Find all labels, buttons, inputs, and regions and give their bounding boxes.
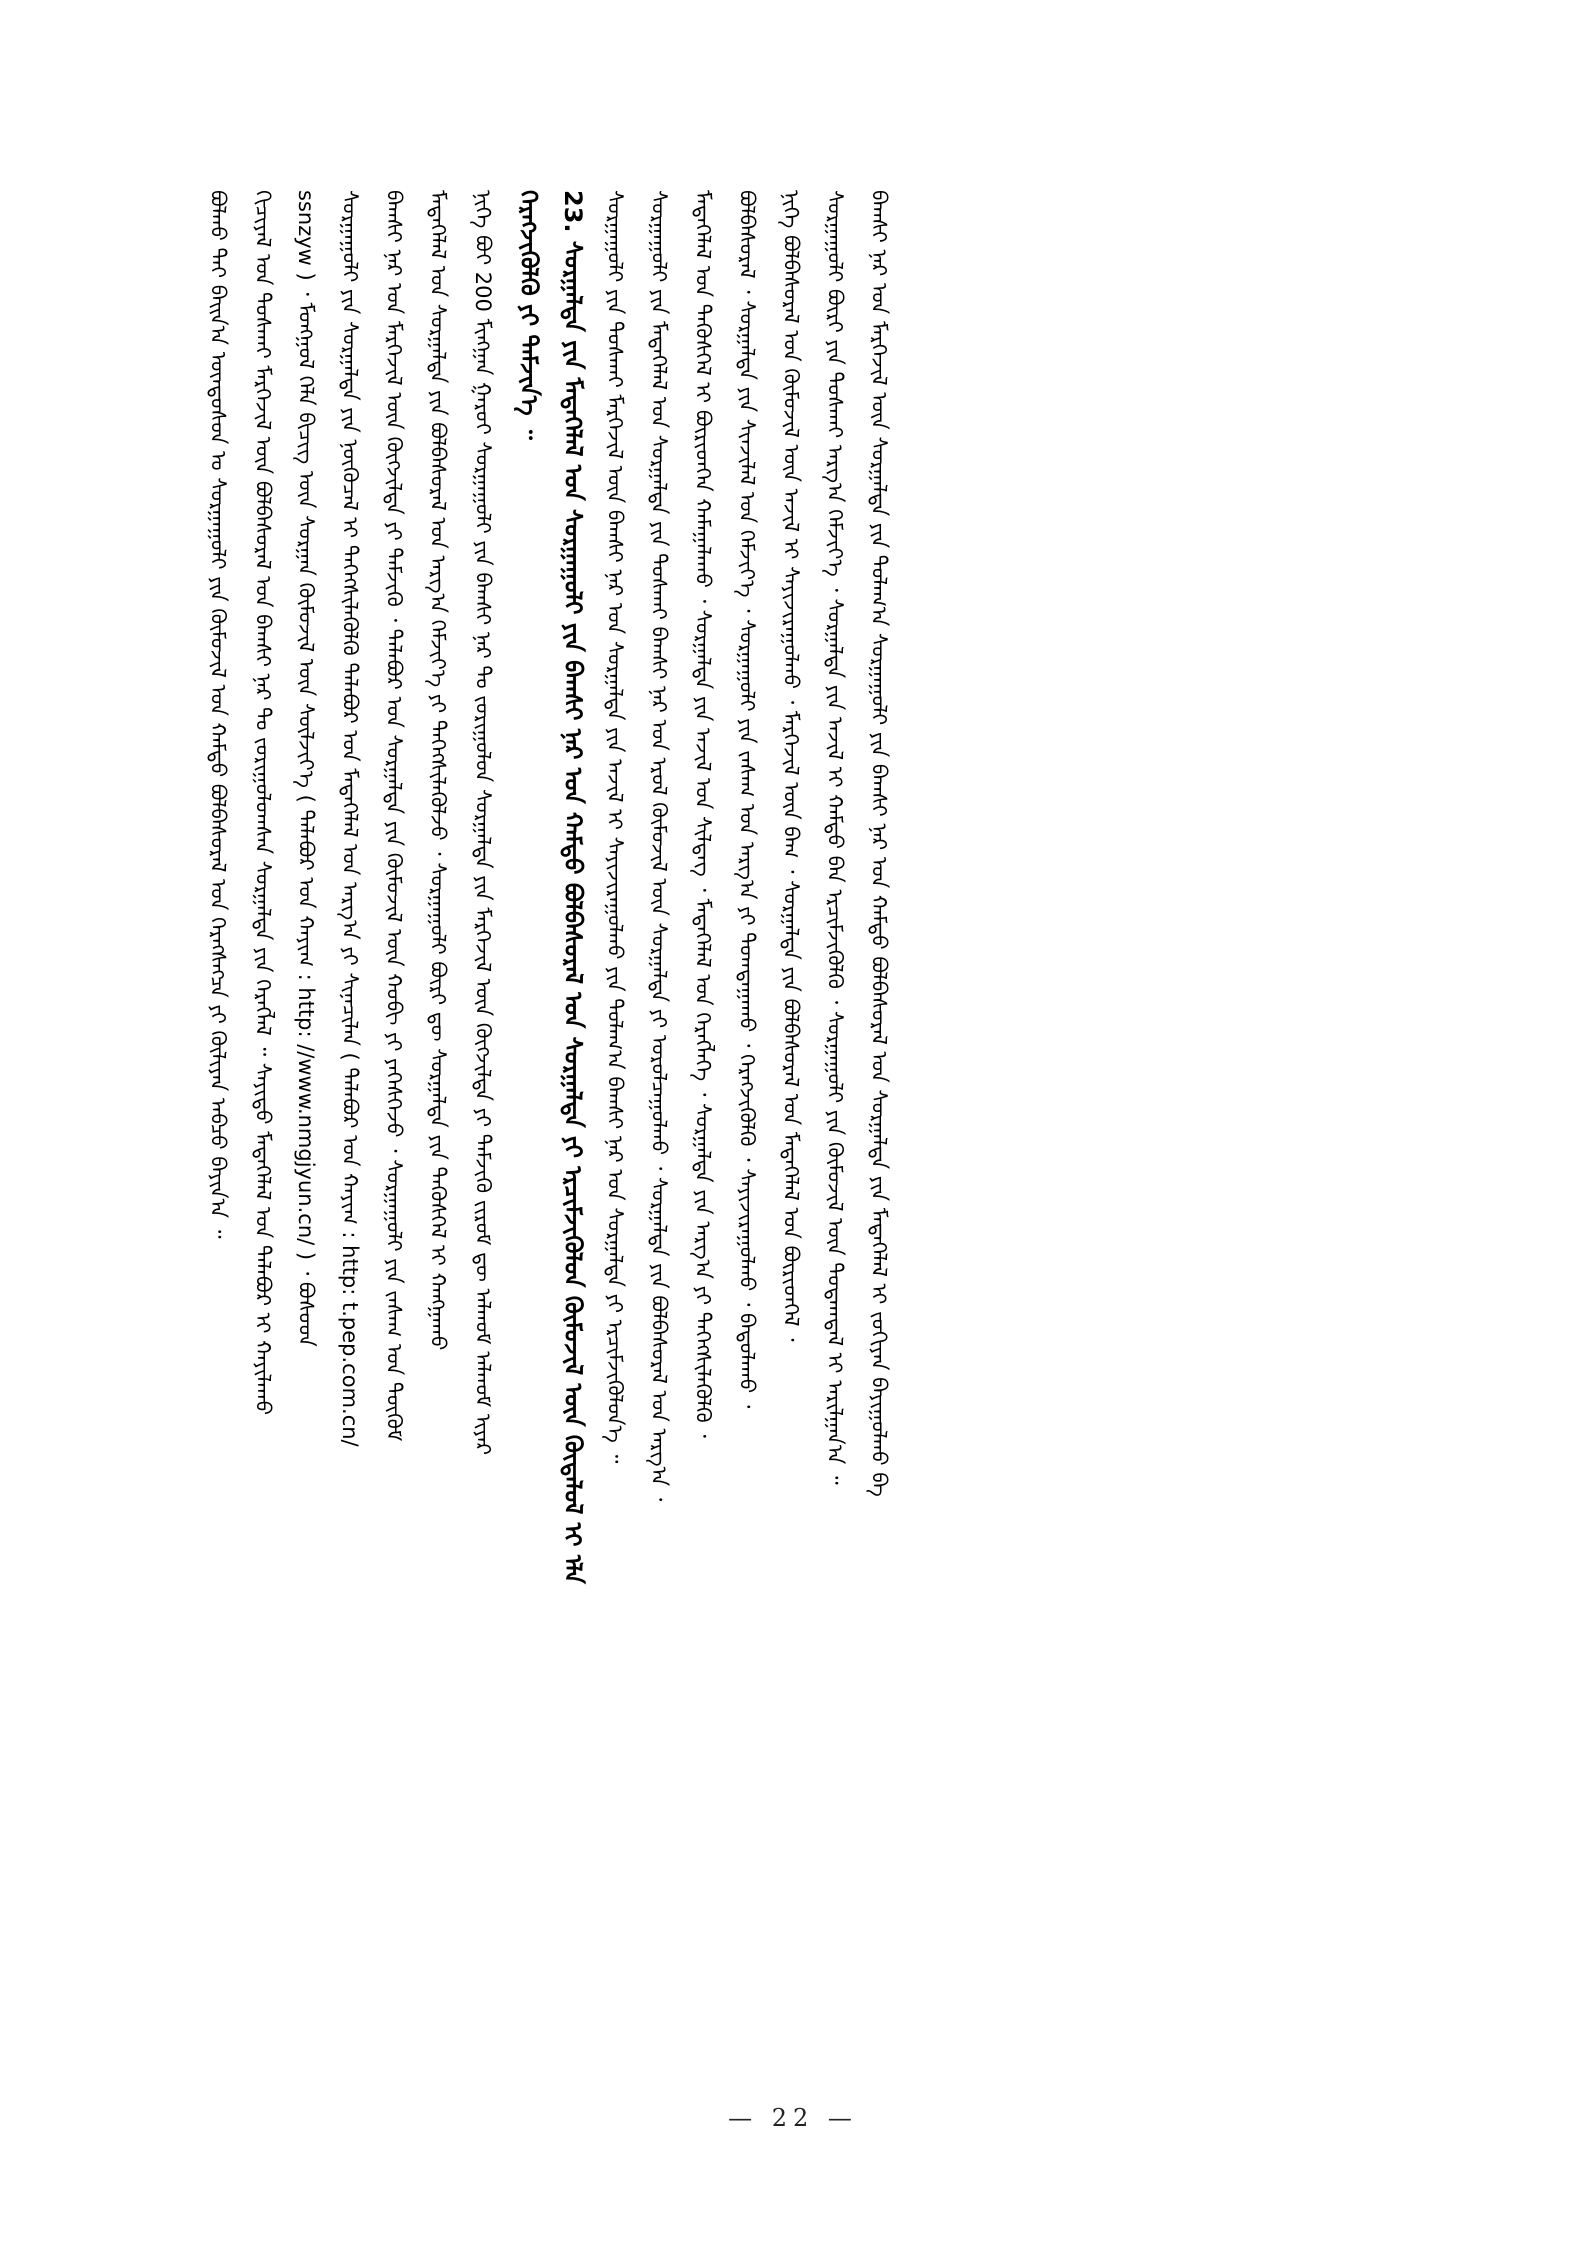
- page-number: — 22 —: [728, 2104, 858, 2132]
- text-column-bold: ᠬᠡᠷᠡᠭᠵᠢᠭᠦᠯᠬᠦ ᠶᠢ ᠳᠡᠮᠵᠢᠨ᠎ᠡ ᠃: [514, 190, 543, 440]
- text-column: ᠬᠢᠴᠢᠶᠡᠯ ᠤᠨ ᠲᠤᠰᠬᠠᠢ ᠮᠡᠷᠭᠡᠵᠢᠯ ᠦᠨ ᠪᠣᠯᠪᠠᠰᠤᠷᠠᠯ ᠤᠨ ᠪᠠᠭᠰᠢ ᠨᠠᠷ ᠲᠤ ᠵᠣᠷᠢᠭᠤᠯᠤᠭᠰᠠᠨ ᠰᠤᠷᠭᠠᠯᠲᠠ ᠶᠢᠨ ᠬᠡᠷᠡᠭᠯᠡᠯ ᠃ ᠰᠠᠶᠢᠲᠤ ᠮᠡᠳᠡᠭᠡᠯᠡᠯ ᠤᠨ ᠲᠠᠯᠠᠪᠤᠷ ᠢ ᠬᠠᠶᠢᠯᠠᠬᠤ: [251, 190, 276, 1416]
- text-column: ᠨᠢᠭᠡ ᠪᠣᠯᠪᠠᠰᠤᠷᠠᠯ ᠤᠨ ᠬᠦᠮᠦᠵᠢᠯ ᠦᠨ ᠠᠵᠢᠯ ᠢ ᠰᠠᠶᠢᠵᠢᠷᠠᠭᠤᠯᠬᠤ ᠂ ᠮᠡᠷᠭᠡᠵᠢᠯ ᠦᠨ ᠪᠠᠭ ᠂ ᠰᠤᠷᠭᠠᠯᠲᠠ ᠶᠢᠨ ᠪᠣᠯᠪᠠᠰᠤᠷᠠᠯ ᠤᠨ ᠮᠡᠳᠡᠭᠡᠯᠡᠯ ᠤᠨ ᠪᠦᠷᠢᠳᠬᠡᠯ ᠂: [779, 190, 804, 1342]
- text-column: ᠪᠠᠭᠰᠢ ᠨᠠᠷ ᠤᠨ ᠮᠡᠷᠭᠡᠵᠢᠯ ᠦᠨ ᠬᠦᠭᠵᠢᠯᠲᠡ ᠶᠢ ᠳᠡᠮᠵᠢᠬᠦ ᠂ ᠲᠠᠯᠠᠪᠤᠷ ᠤᠨ ᠰᠤᠷᠭᠠᠯᠲᠠ ᠶᠢᠨ ᠬᠦᠮᠦᠵᠢᠯ ᠦᠨ ᠬᠤᠪᠢ ᠶᠢ ᠶᠡᠬᠡᠰᠭᠡᠵᠦ ᠂ ᠰᠤᠷᠭᠠᠭᠤᠯᠢ ᠶᠢᠨ ᠵᠠᠰᠠᠭ ᠤᠨ ᠲᠥᠭᠦᠮ: [382, 190, 407, 1442]
- text-column: ᠪᠣᠯᠪᠠᠰᠤᠷᠠᠯ ᠂ ᠰᠤᠷᠭᠠᠯᠲᠠ ᠶᠢᠨ ᠰᠢᠨᠵᠢᠯᠡᠯ ᠤᠨ ᠬᠡᠮᠵᠢᠶ᠎ᠡ ᠂ ᠰᠤᠷᠭᠠᠭᠤᠯᠢ ᠶᠢᠨ ᠵᠠᠰᠠᠭ ᠤᠨ ᠠᠷᠭ᠎ᠠ ᠶᠢ ᠲᠣᠭᠲᠠᠭᠠᠬᠤ ᠂ ᠬᠡᠷᠡᠭᠵᠢᠭᠦᠯᠬᠦ ᠂ ᠰᠠᠶᠢᠵᠢᠷᠠᠭᠤᠯᠬᠤ ᠂ ᠪᠠᠲᠤᠯᠠᠬᠤ ᠂: [735, 190, 760, 1409]
- text-column: ᠪᠣᠯᠬᠤ ᠲᠠᠢ ᠪᠠᠢᠨ᠎ᠠ ᠦᠨᠳᠦᠰᠦᠨ ᠤ ᠰᠤᠷᠭᠠᠭᠤᠯᠢ ᠶᠢᠨ ᠬᠦᠮᠦᠵᠢᠯ ᠤᠨ ᠬᠠᠮᠲᠤ ᠪᠣᠯᠪᠠᠰᠤᠷᠠᠯ ᠤᠨ ᠬᠡᠷᠡᠭᠰᠡᠭᠴᠡ ᠶᠢ ᠬᠦᠯᠢᠶᠡᠨ ᠠᠪᠴᠤ ᠪᠠᠶᠢᠨ᠎ᠠ ᠃: [206, 190, 231, 1239]
- text-column: ᠰᠤᠷᠭᠠᠭᠤᠯᠢ ᠪᠦᠷᠢ ᠶᠢᠨ ᠲᠤᠰᠬᠠᠢ ᠠᠷᠭ᠎ᠠ ᠬᠡᠮᠵᠢᠶ᠎ᠡ ᠂ ᠰᠤᠷᠭᠠᠯᠲᠠ ᠶᠢᠨ ᠠᠵᠢᠯ ᠢ ᠬᠠᠮᠲᠤ ᠪᠠᠨ ᠡᠷᠴᠢᠮᠵᠢᠭᠦᠯᠬᠦ ᠂ ᠰᠤᠷᠭᠠᠭᠤᠯᠢ ᠶᠢᠨ ᠬᠦᠮᠦᠵᠢᠯ ᠦᠨ ᠳᠤᠲᠠᠭᠳᠠᠯ ᠢ ᠠᠷᠢᠯᠭᠠᠨ᠎ᠠ ᠃: [823, 190, 848, 1485]
- text-column: ᠮᠡᠳᠡᠭᠡᠯᠡᠯ ᠤᠨ ᠰᠤᠷᠭᠠᠯᠲᠠ ᠶᠢᠨ ᠪᠣᠯᠪᠠᠰᠤᠷᠠᠯ ᠤᠨ ᠠᠷᠭ᠎ᠠ ᠬᠡᠮᠵᠢᠶ᠎ᠡ ᠶᠢ ᠳᠡᠭᠡᠭᠰᠢᠯᠡᠭᠦᠯᠵᠦ ᠂ ᠰᠤᠷᠭᠠᠭᠤᠯᠢ ᠪᠦᠷᠢ ᠳᠦ ᠰᠤᠷᠭᠠᠯᠲᠠ ᠶᠢᠨ ᠲᠡᠭᠦᠰᠬᠡᠯ ᠢ ᠬᠠᠩᠭᠠᠬᠤ: [426, 190, 451, 1351]
- text-column: ssnzyw ) ᠂ ᠮᠣᠩᠭᠣᠯ ᠬᠡᠯᠡ ᠪᠢᠴᠢᠭ ᠦᠨ ᠰᠤᠷᠭᠠᠨ ᠬᠦᠮᠦᠵᠢᠯ ᠦᠨ ᠰᠦᠯᠵᠢᠶ᠎ᠡ ( ᠲᠠᠯᠠᠪᠤᠷ ᠤᠨ ᠬᠠᠶᠢᠭ : http: //www.nmgjyun.cn/ ) ᠂ ᠪᠤᠰᠤᠳ: [294, 190, 319, 1347]
- section-heading: 23. ᠰᠤᠷᠭᠠᠯᠲᠠ ᠶᠢᠨ ᠮᠡᠳᠡᠭᠡᠯᠡᠯ ᠤᠨ ᠰᠤᠷᠭᠠᠭᠤᠯᠢ ᠶᠢᠨ ᠪᠠᠭᠰᠢ ᠨᠠᠷ ᠤᠨ ᠬᠠᠮᠲᠤ ᠪᠣᠯᠪᠠᠰᠤᠷᠠᠯ ᠤᠨ ᠰᠤᠷᠭᠠᠯᠲᠠ ᠶᠢ ᠡᠷᠴᠢᠮᠵᠢᠭᠦᠯᠦᠨ ᠬᠦᠮᠦᠵᠢᠯ ᠦᠨ ᠬᠦᠳᠡᠯᠦᠯ ᠢ ᠡᠯᠡ: [558, 190, 587, 1584]
- text-column: ᠰᠤᠷᠭᠠᠭᠤᠯᠢ ᠶᠢᠨ ᠲᠤᠰᠬᠠᠢ ᠮᠡᠷᠭᠡᠵᠢᠯ ᠦᠨ ᠪᠠᠭᠰᠢ ᠨᠠᠷ ᠤᠨ ᠰᠤᠷᠭᠠᠯᠲᠠ ᠶᠢᠨ ᠠᠵᠢᠯ ᠢ ᠰᠠᠶᠢᠵᠢᠷᠠᠭᠤᠯᠬᠤ ᠶᠢᠨ ᠲᠤᠯᠠᠭ᠎ᠠ ᠪᠠᠭᠰᠢ ᠨᠠᠷ ᠤᠨ ᠰᠤᠷᠭᠠᠯᠲᠠ ᠶᠢ ᠡᠷᠴᠢᠮᠵᠢᠭᠦᠯᠦᠨ᠎ᠡ ᠃: [603, 190, 628, 1464]
- text-column: ᠰᠤᠷᠭᠠᠭᠤᠯᠢ ᠶᠢᠨ ᠮᠡᠳᠡᠭᠡᠯᠡᠯ ᠤᠨ ᠰᠤᠷᠭᠠᠯᠲᠠ ᠶᠢᠨ ᠲᠤᠰᠬᠠᠢ ᠪᠠᠭᠰᠢ ᠨᠠᠷ ᠤᠨ ᠡᠷᠦᠯ ᠬᠦᠮᠦᠵᠢᠯ ᠦᠨ ᠰᠤᠷᠭᠠᠯᠲᠠ ᠶᠢ ᠣᠷᠤᠯᠴᠠᠭᠤᠯᠬᠤ ᠂ ᠰᠤᠷᠭᠠᠯᠲᠠ ᠶᠢᠨ ᠪᠣᠯᠪᠠᠰᠤᠷᠠᠯ ᠤᠨ ᠠᠷᠭ᠎ᠠ ᠂: [647, 190, 672, 1502]
- text-column: ᠮᠡᠳᠡᠭᠡᠯᠡᠯ ᠤᠨ ᠲᠡᠭᠦᠰᠬᠡᠯ ᠢ ᠪᠦᠷᠢᠳᠬᠡᠨ ᠬᠠᠮᠠᠭᠠᠯᠠᠬᠤ ᠂ ᠰᠤᠷᠭᠠᠯᠲᠠ ᠶᠢᠨ ᠠᠵᠢᠯ ᠤᠨ ᠰᠢᠯᠳᠡᠭ ᠂ ᠮᠡᠳᠡᠭᠡᠯᠡᠯ ᠤᠨ ᠬᠡᠷᠡᠭᠯᠡᠭᠡ ᠂ ᠰᠤᠷᠭᠠᠯᠲᠠ ᠶᠢᠨ ᠠᠷᠭ᠎ᠠ ᠶᠢ ᠳᠡᠭᠡᠭᠰᠢᠯᠡᠭᠦᠯᠬᠦ ᠂: [691, 190, 716, 1438]
- text-column: ᠨᠢᠭᠡ ᠪᠤᠢ 200 ᠮᠢᠩᠭᠠᠨ ᠭᠠᠷᠤᠢ ᠰᠤᠷᠭᠠᠭᠤᠯᠢ ᠶᠢᠨ ᠪᠠᠭᠰᠢ ᠨᠠᠷ ᠲᠤ ᠵᠣᠷᠢᠭᠤᠯᠤᠨ ᠰᠤᠷᠭᠠᠯᠲᠠ ᠶᠢᠨ ᠮᠡᠷᠭᠡᠵᠢᠯ ᠦᠨ ᠬᠦᠭᠵᠢᠯᠲᠡ ᠶᠢ ᠳᠡᠮᠵᠢᠬᠦ ᠵᠢᠷᠤᠮ ᠳᠦ ᠠᠯᠬᠤᠮ ᠠᠯᠬᠤᠮ ᠢᠶᠠᠷ: [471, 190, 496, 1456]
- text-column: ᠰᠤᠷᠭᠠᠭᠤᠯᠢ ᠶᠢᠨ ᠰᠤᠷᠭᠠᠯᠲᠠ ᠶᠢᠨ ᠨᠦᠬᠦᠴᠡᠯ ᠢ ᠳᠡᠭᠡᠭᠰᠢᠯᠡᠭᠦᠯᠬᠦ ᠲᠠᠯᠠᠪᠤᠷ ᠤᠨ ᠮᠡᠳᠡᠭᠡᠯᠡᠯ ᠤᠨ ᠠᠷᠭ᠎ᠠ ᠶᠢ ᠰᠢᠨᠡᠴᠢᠯᠡᠨ ( ᠲᠠᠯᠠᠪᠤᠷ ᠤᠨ ᠬᠠᠶᠢᠭ : http: t.pep.com.cn/: [338, 190, 363, 1447]
- text-column: ᠪᠠᠭᠰᠢ ᠨᠠᠷ ᠤᠨ ᠮᠡᠷᠭᠡᠵᠢᠯ ᠦᠨ ᠰᠤᠷᠭᠠᠯᠲᠠ ᠶᠢᠨ ᠲᠤᠯᠠᠭ᠎ᠠ ᠰᠤᠷᠭᠠᠭᠤᠯᠢ ᠶᠢᠨ ᠪᠠᠭᠰᠢ ᠨᠠᠷ ᠤᠨ ᠬᠠᠮᠲᠤ ᠪᠣᠯᠪᠠᠰᠤᠷᠠᠯ ᠤᠨ ᠰᠤᠷᠭᠠᠯᠲᠠ ᠶᠢᠨ ᠮᠡᠳᠡᠭᠡᠯᠡᠯ ᠢ ᠵᠤᠬᠢᠶᠠᠨ ᠪᠠᠶᠢᠭᠤᠯᠬᠤ ᠪᠠ: [867, 190, 892, 1497]
